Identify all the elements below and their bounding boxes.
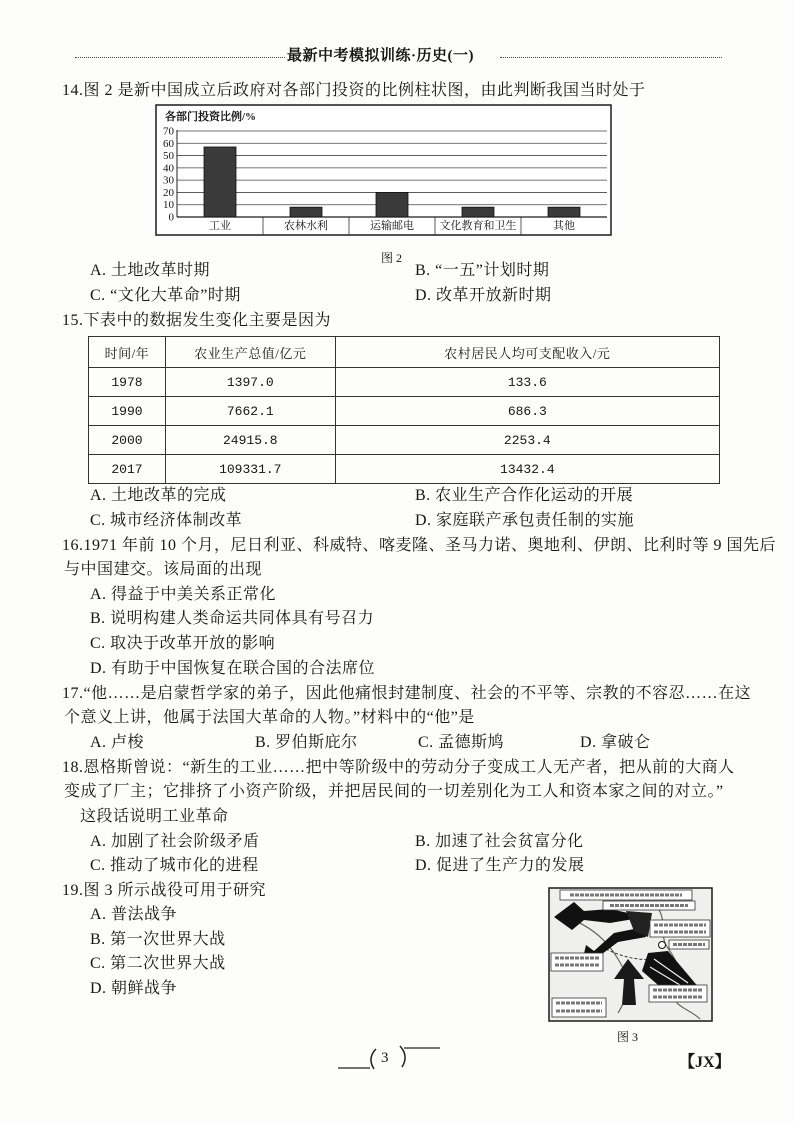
- map-label-box: [551, 953, 603, 971]
- q14-option-c: C. “文化大革命”时期: [90, 287, 241, 304]
- edition-code: 【JX】: [679, 1054, 731, 1071]
- q14-stem: 14.图 2 是新中国成立后政府对各部门投资的比例柱状图，由此判断我国当时处于: [62, 82, 646, 99]
- y-tick-label: 40: [163, 162, 174, 175]
- q16-stem-line-2: 与中国建交。该局面的出现: [64, 561, 263, 578]
- table-header-cell: 农村居民人均可支配收入/元: [335, 337, 719, 368]
- x-category-label: 其他: [553, 220, 575, 232]
- q19-option-d: D. 朝鲜战争: [90, 980, 178, 997]
- map-label-box: [603, 901, 695, 910]
- q15-option-a: A. 土地改革的完成: [90, 487, 227, 504]
- table-cell: 13432.4: [335, 455, 719, 484]
- q17-option-d: D. 拿破仑: [580, 734, 651, 751]
- table-cell: 1397.0: [165, 368, 335, 397]
- table-cell: 24915.8: [165, 426, 335, 455]
- table-cell: 2253.4: [335, 426, 719, 455]
- city-marker: [659, 942, 666, 949]
- page-number: 3: [381, 1050, 389, 1066]
- y-tick-label: 60: [163, 137, 174, 150]
- header-dotted-rule-right: [500, 57, 722, 58]
- q18-option-d: D. 促进了生产力的发展: [415, 857, 585, 874]
- q16-option-b: B. 说明构建人类命运共同体具有号召力: [90, 610, 375, 627]
- q16-option-a: A. 得益于中美关系正常化: [90, 586, 277, 603]
- table-row: [89, 426, 720, 455]
- table-row: [89, 368, 720, 397]
- q19-stem: 19.图 3 所示战役可用于研究: [62, 882, 267, 899]
- map-label-box: [560, 890, 692, 900]
- q18-option-a: A. 加剧了社会阶级矛盾: [90, 833, 260, 850]
- y-tick-label: 50: [163, 150, 174, 163]
- page-header-title: 最新中考模拟训练·历史(一): [285, 45, 476, 67]
- q18-stem-line-3: 这段话说明工业革命: [80, 808, 229, 825]
- q17-stem-line-1: 17.“他……是启蒙哲学家的弟子，因此他痛恨封建制度、社会的不平等、宗教的不容忍……在这: [62, 685, 752, 702]
- table-header-cell: 农业生产总值/亿元: [165, 337, 335, 368]
- map-label-box: [650, 920, 710, 937]
- x-category-label: 文化教育和卫生: [439, 220, 517, 232]
- table-cell: 2000: [89, 426, 166, 455]
- bar-agriculture-forestry-water: [290, 207, 322, 217]
- y-tick-label: 10: [163, 199, 174, 212]
- q19-option-c: C. 第二次世界大战: [90, 955, 226, 972]
- map-label-box: [649, 985, 707, 1002]
- q17-option-a: A. 卢梭: [90, 734, 145, 751]
- table-cell: 686.3: [335, 397, 719, 426]
- battle-map-figure: [548, 887, 713, 1022]
- page-number-decoration: [336, 1043, 444, 1073]
- bar-other: [548, 207, 580, 217]
- q18-stem-line-2: 变成了厂主；它排挤了小资产阶级，并把居民间的一切差别化为工人和资本家之间的对立。”: [64, 783, 724, 800]
- q19-option-a: A. 普法战争: [90, 906, 178, 923]
- q15-option-b: B. 农业生产合作化运动的开展: [415, 487, 634, 504]
- table-cell: 133.6: [335, 368, 719, 397]
- q17-option-b: B. 罗伯斯庇尔: [255, 734, 358, 751]
- y-tick-label: 20: [163, 186, 174, 199]
- y-tick-label: 30: [163, 174, 174, 187]
- table-row: [89, 397, 720, 426]
- bar-culture-education-health: [462, 207, 494, 217]
- agriculture-income-table: [88, 336, 720, 484]
- table-cell: 2017: [89, 455, 166, 484]
- map-label-box: [669, 940, 709, 949]
- table-cell: 1978: [89, 368, 166, 397]
- bar-industry: [204, 147, 236, 217]
- q16-option-d: D. 有助于中国恢复在联合国的合法席位: [90, 660, 376, 677]
- y-tick-label: 70: [163, 125, 174, 138]
- q16-stem-line-1: 16.1971 年前 10 个月，尼日利亚、科威特、喀麦隆、圣马力诺、奥地利、伊朗、比利时等 9 国先后: [62, 537, 777, 554]
- q18-option-c: C. 推动了城市化的进程: [90, 857, 259, 874]
- figure-3-caption: 图 3: [617, 1030, 639, 1044]
- table-header-row: [89, 337, 720, 368]
- q14-option-b: B. “一五”计划时期: [415, 262, 550, 279]
- q17-stem-line-2: 个意义上讲，他属于法国大革命的人物。”材料中的“他”是: [64, 709, 475, 726]
- table-cell: 109331.7: [165, 455, 335, 484]
- y-tick-label: 0: [168, 211, 174, 224]
- x-category-label: 农林水利: [284, 220, 328, 232]
- q16-option-c: C. 取决于改革开放的影响: [90, 635, 276, 652]
- x-category-label: 工业: [209, 220, 231, 232]
- map-label-box: [552, 998, 606, 1017]
- figure-2-caption: 图 2: [381, 251, 403, 265]
- q14-option-d: D. 改革开放新时期: [415, 287, 552, 304]
- bar-transport-post: [376, 192, 408, 217]
- q18-option-b: B. 加速了社会贫富分化: [415, 833, 584, 850]
- q15-option-c: C. 城市经济体制改革: [90, 512, 243, 529]
- q17-option-c: C. 孟德斯鸠: [418, 734, 505, 751]
- q14-option-a: A. 土地改革时期: [90, 262, 211, 279]
- table-row: [89, 455, 720, 484]
- y-axis-label: 各部门投资比例/%: [165, 111, 257, 123]
- q15-option-d: D. 家庭联产承包责任制的实施: [415, 512, 635, 529]
- q15-stem: 15.下表中的数据发生变化主要是因为: [62, 312, 332, 329]
- table-header-cell: 时间/年: [89, 337, 166, 368]
- table-cell: 7662.1: [165, 397, 335, 426]
- q18-stem-line-1: 18.恩格斯曾说：“新生的工业……把中等阶级中的劳动分子变成工人无产者，把从前的大商人: [62, 759, 735, 776]
- q19-option-b: B. 第一次世界大战: [90, 931, 226, 948]
- header-dotted-rule-left: [75, 57, 285, 58]
- investment-bar-chart: [155, 104, 612, 236]
- table-cell: 1990: [89, 397, 166, 426]
- x-category-label: 运输邮电: [370, 220, 414, 232]
